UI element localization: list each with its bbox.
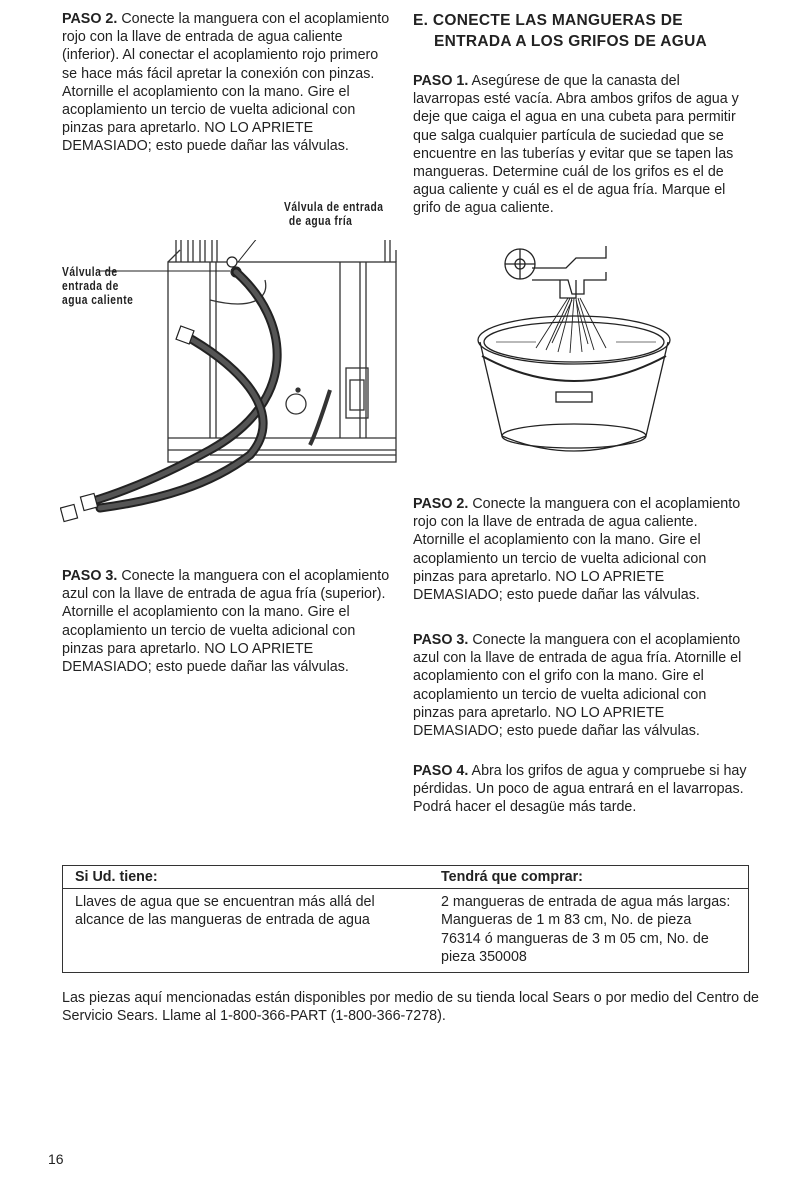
right-step3-text: Conecte la manguera con el acoplamiento azul con la llave de entrada de agua fría. Atornille el acoplamiento con el grifo con la mano. Gire el acoplamiento un tercio de vuelta adicional con pinzas para apretarlo. NO LO APRIETE DEMASIADO; esto puede dañar las válvulas. [413, 632, 742, 740]
right-step2-text: Conecte la manguera con el acoplamiento rojo con la llave de entrada de agua caliente. Atornille el acoplamiento con la mano. Gire el acoplamiento un tercio de vuelta adicional con pinzas para apretarlo. NO LO APRIETE DEMASIADO; esto puede dañar las válvulas. [413, 496, 741, 604]
section-title-line1: E. CONECTE LAS MANGUERAS DE [413, 12, 683, 29]
purchase-table-header-right: Tendrá que comprar: [429, 866, 749, 889]
purchase-table-cell-left: Llaves de agua que se encuentran más allá del alcance de las mangueras de entrada de agua [75, 894, 375, 929]
left-step2-paragraph [62, 10, 392, 156]
faucet-bucket-illustration [476, 238, 732, 468]
cold-valve-label-line2: de agua fría [288, 214, 353, 228]
right-step4-paragraph [413, 762, 748, 817]
purchase-table [62, 865, 749, 973]
hot-valve-label-line2: entrada de [62, 279, 119, 293]
left-step2-text: Conecte la manguera con el acoplamiento rojo con la llave de entrada de agua caliente (inferior). Al conectar el acoplamiento rojo primero se hace más fácil apretar la conexión con pinzas. Atornille el acoplamiento con la mano. Gire el acoplamiento un tercio de vuelta adicional con pinzas para apretarlo. NO LO APRIETE DEMASIADO; esto puede dañar las válvulas. [62, 11, 390, 155]
right-step2-paragraph [413, 495, 751, 604]
right-step3-label: PASO 3. [413, 632, 469, 648]
right-step4-text: Abra los grifos de agua y compruebe si hay pérdidas. Un poco de agua entrará en el lavarropas. Podrá hacer el desagüe más tarde. [413, 763, 747, 816]
right-step4-label: PASO 4. [413, 763, 469, 779]
section-title-line2: ENTRADA A LOS GRIFOS DE AGUA [434, 33, 708, 50]
left-step2-label: PASO 2. [62, 11, 118, 27]
footer-note: Las piezas aquí mencionadas están disponibles por medio de su tienda local Sears o por medio del Centro de Servicio Sears. Llame al 1-800-366-PART (1-800-366-7278). [62, 990, 760, 1025]
hot-valve-callout [62, 265, 133, 307]
cold-valve-callout [284, 200, 383, 228]
right-step3-paragraph [413, 631, 748, 740]
right-step2-label: PASO 2. [413, 496, 469, 512]
cold-valve-label-line1: Válvula de entrada [284, 200, 384, 214]
section-title [413, 10, 793, 52]
left-step3-label: PASO 3. [62, 568, 118, 584]
page-number: 16 [48, 1151, 64, 1167]
table-row [63, 889, 749, 973]
purchase-table-header-left: Si Ud. tiene: [63, 866, 430, 889]
right-step1-text: Asegúrese de que la canasta del lavarropas esté vacía. Abra ambos grifos de agua y deje que caiga el agua en una cubeta para permitir que salga cualquier partícula de suciedad que se encuentre en las tuberías y evitar que se tapen las mangueras. Determine cuál de los grifos es el de agua caliente y cuál es el de agua fría. Marque el grifo de agua caliente. [413, 73, 739, 217]
right-step1-paragraph [413, 72, 748, 218]
hot-valve-label-line3: agua caliente [62, 293, 134, 307]
left-step3-text: Conecte la manguera con el acoplamiento azul con la llave de entrada de agua fría (superior). Atornille el acoplamiento con la mano. Gire el acoplamiento un tercio de vuelta adicional con pinzas para apretarlo. NO LO APRIETE DEMASIADO; esto puede dañar las válvulas. [62, 568, 390, 676]
right-step1-label: PASO 1. [413, 73, 469, 89]
purchase-table-cell-right: 2 mangueras de entrada de agua más largas: Mangueras de 1 m 83 cm, No. de pieza 76314 ó mangueras de 3 m 05 cm, No. de pieza 350008 [441, 894, 731, 965]
purchase-table-header-row [63, 866, 749, 889]
hot-valve-label-line1: Válvula de [62, 265, 118, 279]
left-step3-paragraph [62, 567, 397, 676]
